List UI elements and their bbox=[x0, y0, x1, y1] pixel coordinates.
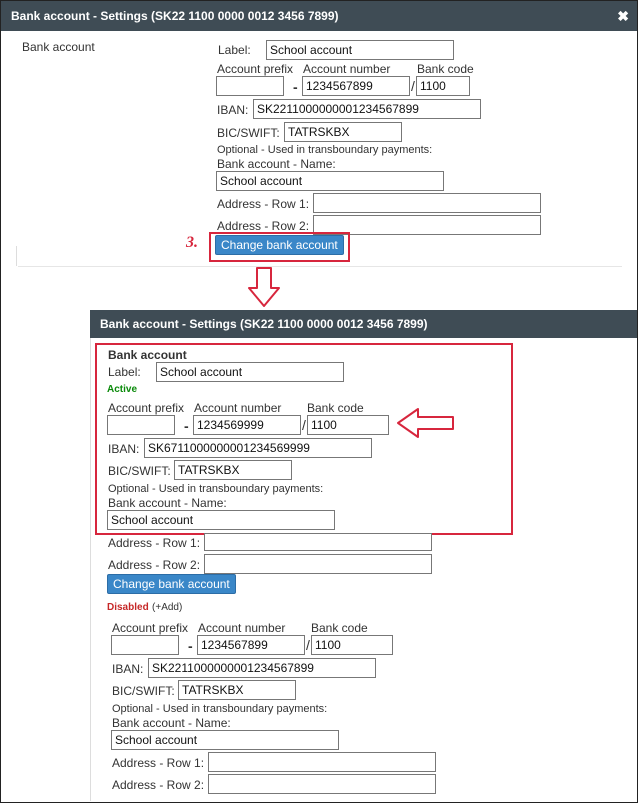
disabled-row2-input[interactable] bbox=[208, 774, 436, 794]
active-number-caption: Account number bbox=[194, 401, 282, 415]
disabled-bankcode-input[interactable] bbox=[311, 635, 393, 655]
disabled-optional-note: Optional - Used in transboundary payments: bbox=[112, 703, 328, 715]
disabled-slash: / bbox=[306, 637, 310, 653]
active-name-input[interactable] bbox=[107, 510, 335, 530]
step-number-label: 3. bbox=[186, 234, 198, 251]
disabled-row2-caption: Address - Row 2: bbox=[112, 778, 205, 792]
top-number-input[interactable] bbox=[302, 76, 410, 96]
disabled-name-input[interactable] bbox=[111, 730, 339, 750]
top-change-bank-account-button[interactable]: Change bank account bbox=[215, 235, 344, 255]
active-iban-caption: IBAN: bbox=[108, 442, 140, 456]
top-label-caption: Label: bbox=[218, 43, 251, 57]
active-row1-caption: Address - Row 1: bbox=[108, 536, 201, 550]
active-status-badge: Active bbox=[107, 384, 138, 395]
disabled-name-caption: Bank account - Name: bbox=[112, 716, 231, 730]
disabled-status-row bbox=[107, 599, 182, 613]
top-iban-caption: IBAN: bbox=[217, 103, 249, 117]
disabled-bankcode-caption: Bank code bbox=[311, 621, 368, 635]
top-bankcode-caption: Bank code bbox=[417, 62, 474, 76]
active-row2-input[interactable] bbox=[204, 554, 432, 574]
top-name-input[interactable] bbox=[216, 171, 444, 191]
active-number-input[interactable] bbox=[193, 415, 301, 435]
top-dialog-divider bbox=[18, 266, 622, 267]
top-dialog-titlebar bbox=[1, 1, 637, 31]
active-dash: - bbox=[184, 418, 189, 434]
close-icon[interactable]: ✖ bbox=[617, 8, 629, 24]
disabled-iban-input[interactable] bbox=[148, 658, 376, 678]
top-dialog-title: Bank account - Settings (SK22 1100 0000 0012 3456 7899) bbox=[11, 9, 339, 23]
active-prefix-input[interactable] bbox=[107, 415, 175, 435]
top-bic-caption: BIC/SWIFT: bbox=[217, 126, 280, 140]
disabled-bic-caption: BIC/SWIFT: bbox=[112, 684, 175, 698]
disabled-prefix-caption: Account prefix bbox=[112, 621, 189, 635]
active-prefix-caption: Account prefix bbox=[108, 401, 185, 415]
top-bic-input[interactable] bbox=[284, 122, 402, 142]
top-dash: - bbox=[293, 79, 298, 95]
disabled-iban-caption: IBAN: bbox=[112, 662, 144, 676]
top-row1-input[interactable] bbox=[313, 193, 541, 213]
disabled-prefix-input[interactable] bbox=[111, 635, 179, 655]
disabled-row1-input[interactable] bbox=[208, 752, 436, 772]
top-optional-note: Optional - Used in transboundary payments: bbox=[217, 144, 433, 156]
bottom-label-input[interactable] bbox=[156, 362, 344, 382]
top-dialog-left-edge bbox=[16, 246, 17, 266]
top-number-caption: Account number bbox=[303, 62, 391, 76]
active-bankcode-input[interactable] bbox=[307, 415, 389, 435]
active-bic-caption: BIC/SWIFT: bbox=[108, 464, 171, 478]
active-slash: / bbox=[302, 417, 306, 433]
top-name-caption: Bank account - Name: bbox=[217, 157, 336, 171]
active-name-caption: Bank account - Name: bbox=[108, 496, 227, 510]
top-iban-input[interactable] bbox=[253, 99, 481, 119]
bottom-dialog-title: Bank account - Settings (SK22 1100 0000 0012 3456 7899) bbox=[100, 317, 428, 331]
active-row2-caption: Address - Row 2: bbox=[108, 558, 201, 572]
disabled-status-badge: Disabled bbox=[107, 602, 149, 613]
disabled-bic-input[interactable] bbox=[178, 680, 296, 700]
bottom-label-caption: Label: bbox=[108, 365, 141, 379]
bottom-change-bank-account-button[interactable]: Change bank account bbox=[107, 574, 236, 594]
active-iban-input[interactable] bbox=[144, 438, 372, 458]
disabled-row1-caption: Address - Row 1: bbox=[112, 756, 205, 770]
top-bankcode-input[interactable] bbox=[416, 76, 470, 96]
top-slash: / bbox=[411, 78, 415, 94]
top-prefix-caption: Account prefix bbox=[217, 62, 294, 76]
top-row1-caption: Address - Row 1: bbox=[217, 197, 310, 211]
bottom-dialog-left-edge bbox=[90, 338, 91, 801]
active-bic-input[interactable] bbox=[174, 460, 292, 480]
bottom-dialog-titlebar bbox=[90, 310, 637, 338]
top-prefix-input[interactable] bbox=[216, 76, 284, 96]
top-section-title: Bank account bbox=[22, 40, 95, 54]
disabled-number-caption: Account number bbox=[198, 621, 286, 635]
active-row1-input[interactable] bbox=[204, 533, 432, 551]
active-optional-note: Optional - Used in transboundary payments: bbox=[108, 483, 324, 495]
bottom-section-title: Bank account bbox=[108, 348, 187, 362]
disabled-number-input[interactable] bbox=[197, 635, 305, 655]
top-row2-caption: Address - Row 2: bbox=[217, 219, 310, 233]
disabled-dash: - bbox=[188, 638, 193, 654]
left-arrow-icon bbox=[396, 407, 456, 439]
active-bankcode-caption: Bank code bbox=[307, 401, 364, 415]
top-label-input[interactable] bbox=[266, 40, 454, 60]
down-arrow-icon bbox=[247, 266, 281, 308]
add-link[interactable]: (+Add) bbox=[152, 602, 183, 613]
